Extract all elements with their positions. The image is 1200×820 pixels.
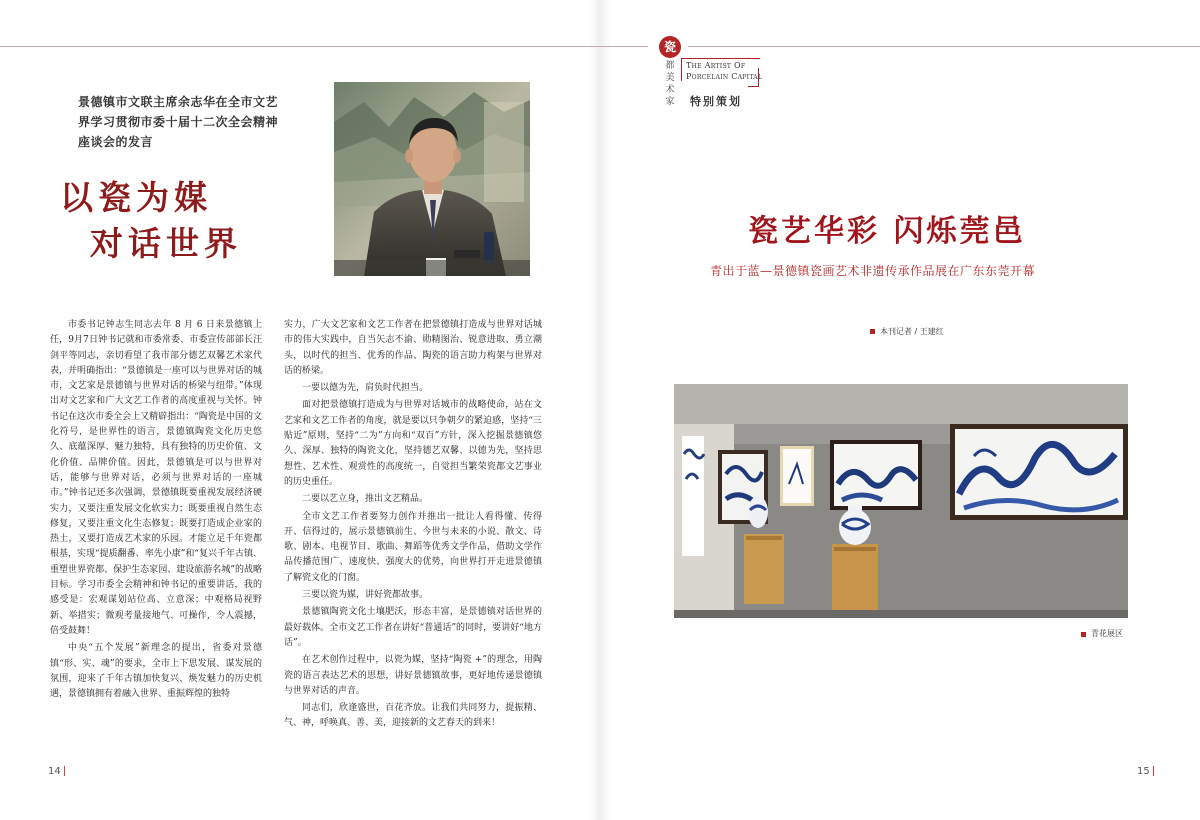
exhibition-photo <box>674 384 1128 618</box>
paragraph: 面对把景德镇打造成为与世界对话城市的战略使命，站在文艺家和文艺工作者的角度，就是要以只争朝夕的紧迫感，坚持“三贴近”原则，坚持“二为”方向和“双百”方针，深入挖掘景德镇悠久、深厚、独特的陶瓷文化，坚持德艺双馨、以德为先，坚持思想性、艺术性、观赏性的高度统一，自觉担当繁荣瓷都文艺事业的历史重任。 <box>284 400 542 487</box>
page-number-tick <box>1153 766 1154 776</box>
page-number-tick <box>64 766 65 776</box>
paragraph: 中央“五个发展”新理念的提出，省委对景德镇“形、实、魂”的要求，全市上下思发展、谋发展的氛围，迎来了千年古镇加快复兴、焕发魅力的历史机遇，景德镇拥有着融入世界、重振辉煌的独特 <box>50 643 262 700</box>
feature-subheadline: 青出于蓝—景德镇瓷画艺术非遗传承作品展在广东东莞开幕 <box>710 264 1036 278</box>
paragraph: 二要以艺立身，推出文艺精品。 <box>302 494 429 505</box>
byline <box>870 326 944 337</box>
header-rule-right <box>600 46 1200 47</box>
brand-line-1: The Artist Of <box>686 61 746 70</box>
caption-marker-icon <box>1081 632 1086 637</box>
column-vertical-label: 都美术家 <box>665 61 675 107</box>
article-title-line-2: 对话世界 <box>90 224 242 263</box>
page-gutter <box>590 0 610 820</box>
article-subtitle: 景德镇市文联主席余志华在全市文艺界学习贯彻市委十届十二次全会精神座谈会的发言 <box>78 95 279 149</box>
page-number-left-text: 14 <box>48 766 61 777</box>
paragraph: 实力，广大文艺家和文艺工作者在把景德镇打造成与世界对话城市的伟大实践中，自当矢志不渝、勋精图治、锐意进取、勇立潮头，以时代的担当、优秀的作品、陶瓷的语言助力构架与世界对话的桥梁。 <box>284 320 542 376</box>
photo-caption <box>1081 628 1123 639</box>
paragraph: 一要以德为先，肩负时代担当。 <box>302 383 429 394</box>
speaker-photo-illustration <box>334 82 530 276</box>
caption-text: 青花展区 <box>1091 629 1123 638</box>
page-number-left <box>48 766 65 777</box>
header-rule-left <box>0 46 600 47</box>
page-number-right-text: 15 <box>1137 766 1150 777</box>
article-column-2 <box>284 318 542 734</box>
paragraph: 在艺术创作过程中，以瓷为媒，坚持“陶瓷 +”的理念，用陶瓷的语言表达艺术的思想，讲好景德镇故事，更好地传递景德镇与世界对话的声音。 <box>284 655 542 696</box>
brand-line-2: Porcelain Capital <box>686 72 763 81</box>
article-column-1 <box>50 318 262 704</box>
paragraph: 三要以瓷为媒，讲好瓷都故事。 <box>302 590 429 601</box>
byline-text: 本刊记者 / 王建红 <box>880 327 944 336</box>
special-feature-label: 特别策划 <box>690 95 742 108</box>
paragraph: 同志们，欣逢盛世，百花齐放。让我们共同努力，提振精、气、神，呼唤真、善、美，迎接新的文艺春天的到来！ <box>284 703 542 729</box>
byline-marker-icon <box>870 329 875 334</box>
article-title-line-1: 以瓷为媒 <box>60 178 212 217</box>
page-number-right <box>1137 766 1154 777</box>
speaker-photo <box>334 82 530 276</box>
paragraph: 全市文艺工作者要努力创作并推出一批让人看得懂、传得开、信得过的，展示景德镇前生、今世与未来的小说、散文、诗歌、剧本、电视节目、歌曲、舞蹈等优秀文学作品，借助文学作品传播范围广、速度快、强度大的优势，向世界打开走进景德镇了解瓷文化的门窗。 <box>284 511 542 583</box>
paragraph: 景德镇陶瓷文化土壤肥沃，形态丰富，是景德镇对话世界的最好载体。全市文艺工作者在讲好“普通话”的同时，要讲好“地方话”。 <box>284 607 542 648</box>
column-brand-english <box>686 60 762 82</box>
feature-title: 瓷艺华彩 闪烁莞邑 <box>748 214 1026 249</box>
paragraph: 市委书记钟志生同志去年 8 月 6 日来景德镇上任，9月7日钟书记就和市委常委、市委宣传部部长汪剑平等同志，亲切看望了我市部分德艺双馨艺术家代表，并明确指出：“景德镇是一座可以与世界对话的城市，文艺家是景德镇与世界对话的桥梁与纽带。”体现出对文艺家和广大文艺工作者的高度重视与关怀。钟书记在这次市委全会上又精辟指出：“陶瓷是中国的文化符号，是世界性的语言，景德镇陶瓷文化历史悠久、底蕴深厚、魅力独特，具有独特的历史价值、文化价值、品牌价值。因此，景德镇是可以与世界对话，能够与世界对话，必须与世界对话的一座城市。”钟书记还多次强调，景德镇既要重视发展经济硬实力，又要注重发展文化软实力；既要重视自然生态修复，又要注重文化生态修复；既要打造成企业家的热土，又要打造成艺术家的乐园。才能立足千年瓷都根基，实现“提质翻番、率先小康”和“复兴千年古镇、重塑世界瓷都、保护生态家园、建设旅游名城”的战略目标。学习市委全会精神和钟书记的重要讲话，我的感受是：宏观谋划站位高、立意深；中观格局视野新、举措实；微观考量接地气、可操作，令人震撼，倍受鼓舞！ <box>50 320 262 636</box>
exhibition-photo-illustration <box>674 384 1128 618</box>
column-seal-icon: 瓷 <box>659 36 681 58</box>
